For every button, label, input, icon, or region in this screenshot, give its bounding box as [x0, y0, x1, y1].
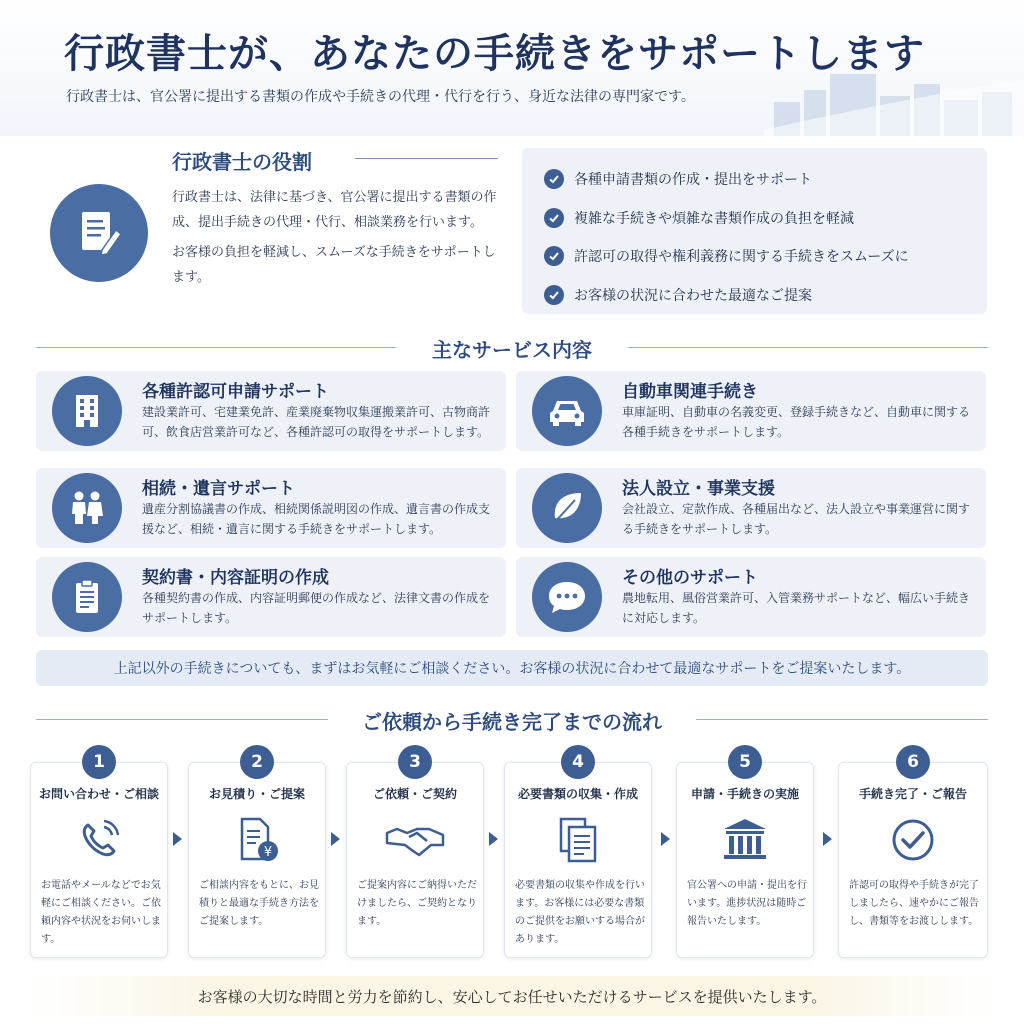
- check-icon: [544, 169, 564, 189]
- service-desc: 会社設立、定款作成、各種届出など、法人設立や事業運営に関する手続きをサポートします。: [622, 502, 971, 536]
- documents-icon: [505, 815, 651, 865]
- flow-step: [676, 752, 814, 958]
- car-icon: [532, 376, 602, 446]
- role-description: [172, 186, 502, 290]
- handshake-icon: [347, 815, 483, 865]
- step-number: 2: [240, 745, 274, 779]
- leaf-icon: [532, 473, 602, 543]
- estimate-yen-icon: [189, 815, 325, 865]
- role-section-title: 行政書士の役割: [172, 150, 312, 174]
- service-title: 契約書・内容証明の作成: [142, 568, 329, 588]
- role-checklist: [522, 148, 987, 314]
- checklist-item: [544, 237, 965, 276]
- page-title: 行政書士が、あなたの手続きをサポートします: [64, 30, 925, 77]
- service-desc: 各種契約書の作成、内容証明郵便の作成など、法律文書の作成をサポートします。: [142, 591, 491, 625]
- service-card[interactable]: [36, 468, 506, 548]
- hero-header: [0, 0, 1024, 136]
- services-note: 上記以外の手続きについても、まずはお気軽にご相談ください。お客様の状況に合わせて最適なサポートをご提案いたします。: [36, 650, 988, 686]
- checklist-item: [544, 160, 965, 199]
- building-icon: [52, 376, 122, 446]
- checklist-item: [544, 199, 965, 238]
- people-icon: [52, 473, 122, 543]
- clipboard-icon: [52, 562, 122, 632]
- step-desc: 必要書類の収集や作成を行います。お客様には必要な書類のご提供をお願いする場合があります。: [515, 880, 645, 945]
- check-icon: [544, 208, 564, 228]
- services-heading-text: 主なサービス内容: [432, 338, 592, 362]
- step-title: 申請・手続きの実施: [690, 787, 799, 801]
- step-number: 1: [82, 745, 116, 779]
- checklist-label: お客様の状況に合わせた最適なご提案: [574, 287, 812, 304]
- service-card[interactable]: [36, 557, 506, 637]
- flow-arrow-icon: [661, 832, 670, 846]
- step-title: ご依頼・ご契約: [372, 787, 457, 801]
- title-divider: [355, 158, 498, 159]
- flow-arrow-icon: [823, 832, 832, 846]
- step-desc: 官公署への申請・提出を行います。進捗状況は随時ご報告いたします。: [687, 880, 807, 927]
- step-number: 3: [398, 745, 432, 779]
- check-icon: [544, 285, 564, 305]
- svg-text:¥: ¥: [263, 845, 273, 860]
- checklist-label: 複雑な手続きや煩雑な書類作成の負担を軽減: [574, 210, 854, 227]
- services-heading: [36, 334, 988, 360]
- service-title: 各種許認可申請サポート: [142, 382, 329, 402]
- flow-arrow-icon: [331, 832, 340, 846]
- step-number: 4: [561, 745, 595, 779]
- step-title: お見積り・ご提案: [208, 787, 305, 801]
- step-desc: お電話やメールなどでお気軽にご相談ください。ご依頼内容や状況をお伺いします。: [41, 880, 161, 945]
- chat-bubble-icon: [532, 562, 602, 632]
- document-pen-icon: [50, 184, 148, 282]
- flow-arrow-icon: [173, 832, 182, 846]
- role-paragraph: 行政書士は、法律に基づき、官公署に提出する書類の作成、提出手続きの代理・代行、相談業務を行います。: [172, 190, 497, 230]
- government-building-icon: [677, 815, 813, 865]
- role-paragraph: お客様の負担を軽減し、スムーズな手続きをサポートします。: [172, 245, 496, 285]
- step-number: 6: [896, 745, 930, 779]
- flow-step: [346, 752, 484, 958]
- step-title: お問い合わせ・ご相談: [38, 787, 159, 801]
- flow-heading: [36, 706, 988, 732]
- service-desc: 車庫証明、自動車の名義変更、登録手続きなど、自動車に関する各種手続きをサポートします。: [622, 405, 971, 439]
- flow-heading-text: ご依頼から手続き完了までの流れ: [362, 710, 662, 734]
- step-title: 必要書類の収集・作成: [517, 787, 638, 801]
- service-desc: 農地転用、風俗営業許可、入管業務サポートなど、幅広い手続きに対応します。: [622, 591, 971, 625]
- service-title: 自動車関連手続き: [622, 382, 758, 402]
- flow-step: [30, 752, 168, 958]
- step-desc: ご相談内容をもとに、お見積りと最適な手続き方法をご提案します。: [199, 880, 319, 927]
- check-icon: [544, 246, 564, 266]
- checklist-label: 許認可の取得や権利義務に関する手続きをスムーズに: [574, 249, 909, 266]
- service-title: 相続・遺言サポート: [142, 479, 295, 499]
- step-desc: 許認可の取得や手続きが完了しましたら、速やかにご報告し、書類等をお渡しします。: [849, 880, 979, 927]
- service-title: 法人設立・事業支援: [622, 479, 775, 499]
- service-card[interactable]: [516, 371, 986, 451]
- flow-step: [504, 752, 652, 958]
- checklist-item: [544, 276, 965, 315]
- service-desc: 遺産分割協議書の作成、相続関係説明図の作成、遺言書の作成支援など、相続・遺言に関する手続きをサポートします。: [142, 502, 491, 536]
- phone-icon: [31, 815, 167, 865]
- step-number: 5: [728, 745, 762, 779]
- service-title: その他のサポート: [622, 568, 758, 588]
- service-card[interactable]: [36, 371, 506, 451]
- flow-arrow-icon: [489, 832, 498, 846]
- step-desc: ご提案内容にご納得いただけましたら、ご契約となります。: [357, 880, 477, 927]
- service-card[interactable]: [516, 557, 986, 637]
- check-circle-icon: [839, 815, 987, 865]
- footer-message: お客様の大切な時間と労力を節約し、安心してお任せいただけるサービスを提供いたします。: [30, 976, 994, 1016]
- checklist-label: 各種申請書類の作成・提出をサポート: [574, 172, 812, 189]
- service-card[interactable]: [516, 468, 986, 548]
- step-title: 手続き完了・ご報告: [858, 787, 967, 801]
- page-subtitle: 行政書士は、官公署に提出する書類の作成や手続きの代理・代行を行う、身近な法律の専門家です。: [66, 89, 695, 105]
- flow-step: [838, 752, 988, 958]
- service-desc: 建設業許可、宅建業免許、産業廃棄物収集運搬業許可、古物商許可、飲食店営業許可など、各種許認可の取得をサポートします。: [142, 405, 491, 439]
- flow-step: [188, 752, 326, 958]
